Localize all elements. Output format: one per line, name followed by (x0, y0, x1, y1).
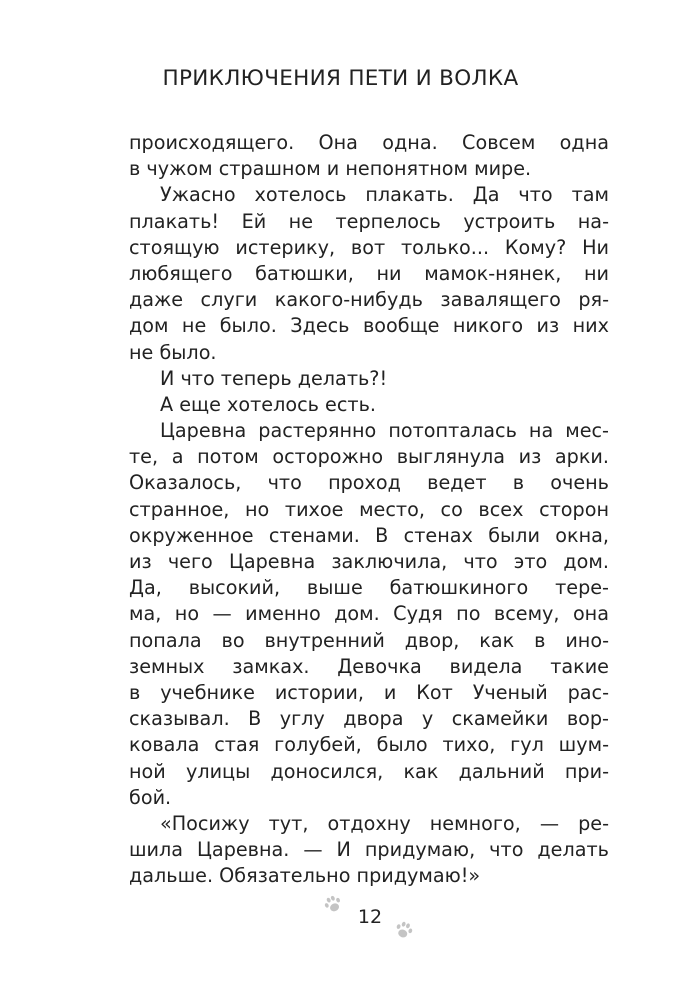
text-line: происходящего. Она одна. Совсем одна (129, 131, 609, 154)
text-line: окруженное стенами. В стенах были окна, (129, 523, 609, 547)
text-line: в учебнике истории, и Кот Ученый рас- (129, 680, 609, 704)
text-line: ковала стая голубей, было тихо, гул шум- (129, 733, 609, 757)
text-line: плакать! Ей не терпелось устроить на- (129, 209, 609, 233)
text-line: И что теперь делать?! (160, 366, 388, 390)
text-line: даже слуги какого-нибудь завалящего ря- (129, 288, 609, 312)
paw-print-icon (322, 893, 344, 915)
text-line: попала во внутренний двор, как в ино- (129, 628, 609, 652)
text-line: А еще хотелось есть. (160, 392, 376, 416)
text-line: странное, но тихое место, со всех сторон (129, 497, 609, 521)
text-line: земных замках. Девочка видела такие (129, 654, 609, 678)
text-line: ной улицы доносился, как дальний при- (129, 759, 609, 783)
text-line: Да, высокий, выше батюшкиного тере- (129, 576, 609, 600)
text-line: дальше. Обязательно придумаю!» (129, 864, 481, 888)
text-line: бой. (129, 785, 172, 809)
text-line: Ужасно хотелось плакать. Да что там (160, 183, 609, 207)
body-text (129, 130, 609, 889)
page-number: 12 (357, 906, 383, 928)
running-head-title: ПРИКЛЮЧЕНИЯ ПЕТИ И ВОЛКА (162, 66, 519, 91)
text-line: «Посижу тут, отдохну немного, — ре- (160, 811, 609, 835)
text-line: в чужом страшном и непонятном мире. (129, 157, 532, 181)
text-line: ма, но — именно дом. Судя по всему, она (129, 602, 609, 626)
paw-print-icon (393, 919, 415, 941)
text-line: дом не было. Здесь вообще никого из них (129, 314, 609, 338)
text-line: Царевна растерянно потопталась на мес- (160, 419, 609, 443)
text-line: любящего батюшки, ни мамок-нянек, ни (129, 261, 609, 285)
text-line: из чего Царевна заключила, что это дом. (129, 550, 609, 573)
text-line: шила Царевна. — И придумаю, что делать (129, 838, 609, 862)
text-line: стоящую истерику, вот только... Кому? Ни (129, 235, 609, 259)
text-line: сказывал. В углу двора у скамейки вор- (129, 707, 609, 731)
text-line: не было. (129, 340, 217, 364)
text-line: Оказалось, что проход ведет в очень (129, 471, 609, 495)
text-line: те, а потом осторожно выглянула из арки. (129, 445, 609, 469)
